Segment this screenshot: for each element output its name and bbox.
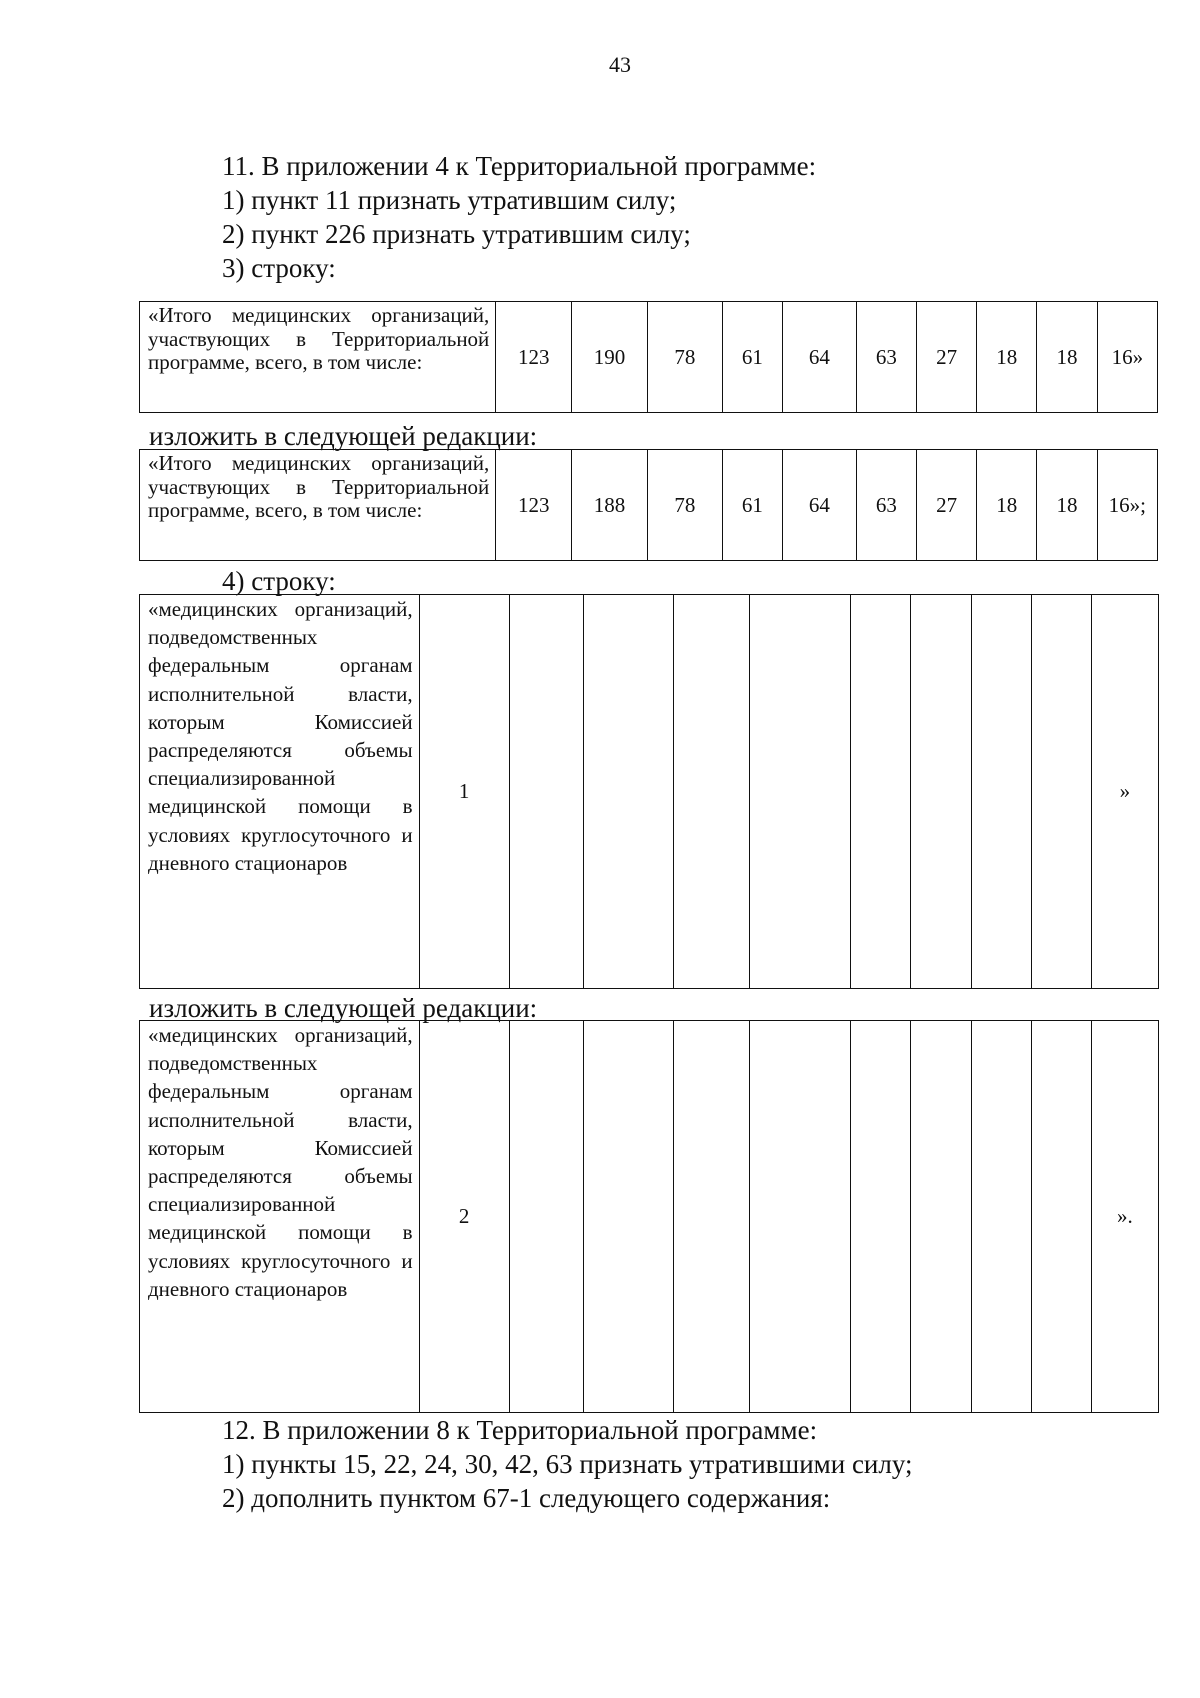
section-12-item-1: 1) пункты 15, 22, 24, 30, 42, 63 признать утратившими силу; bbox=[222, 1449, 913, 1479]
cell-value bbox=[674, 1021, 750, 1413]
cell-value: 27 bbox=[916, 302, 976, 413]
cell-value bbox=[971, 1021, 1031, 1413]
table-old-total-row bbox=[139, 301, 1158, 413]
cell-value: 78 bbox=[647, 450, 722, 561]
separator-text-2: изложить в следующей редакции: bbox=[149, 993, 538, 1023]
cell-value: 61 bbox=[722, 302, 782, 413]
cell-value: 63 bbox=[856, 302, 916, 413]
row-label: «Итого медицинских организаций, участвующих в Территориальной программе, всего, в том числе: bbox=[140, 450, 496, 561]
row-label: «медицинских организаций, подведомственных федеральным органам исполнительной власти, которым Комиссией распределяются объемы специализированной медицинской помощи в условиях круглосуточного и дневного стационаров bbox=[140, 595, 420, 989]
cell-value bbox=[1031, 595, 1091, 989]
cell-value bbox=[584, 1021, 674, 1413]
cell-value: 64 bbox=[782, 302, 856, 413]
cell-value: 2 bbox=[419, 1021, 509, 1413]
page-number: 43 bbox=[609, 52, 631, 77]
cell-value bbox=[911, 1021, 971, 1413]
table-row bbox=[140, 450, 1158, 561]
cell-value bbox=[971, 595, 1031, 989]
table-old-federal-row bbox=[139, 594, 1159, 989]
separator-text-1: изложить в следующей редакции: bbox=[149, 421, 538, 451]
cell-value: 78 bbox=[647, 302, 722, 413]
cell-value bbox=[584, 595, 674, 989]
cell-value bbox=[1031, 1021, 1091, 1413]
cell-value: 188 bbox=[572, 450, 648, 561]
section-11-heading: 11. В приложении 4 к Территориальной программе: bbox=[222, 151, 817, 181]
cell-value: ». bbox=[1091, 1021, 1158, 1413]
cell-value bbox=[749, 1021, 850, 1413]
table-row bbox=[140, 595, 1159, 989]
cell-value: 1 bbox=[419, 595, 509, 989]
cell-value bbox=[509, 595, 584, 989]
table-new-federal-row bbox=[139, 1020, 1159, 1413]
cell-value: 16» bbox=[1097, 302, 1157, 413]
cell-value: 190 bbox=[572, 302, 648, 413]
section-12-item-2: 2) дополнить пунктом 67-1 следующего содержания: bbox=[222, 1483, 831, 1513]
cell-value: 16»; bbox=[1097, 450, 1157, 561]
section-11-item-2: 2) пункт 226 признать утратившим силу; bbox=[222, 219, 691, 249]
table-new-total-row bbox=[139, 449, 1158, 561]
cell-value: 18 bbox=[1037, 450, 1097, 561]
cell-value: 63 bbox=[856, 450, 916, 561]
cell-value: 18 bbox=[977, 302, 1037, 413]
section-11-item-3: 3) строку: bbox=[222, 253, 336, 283]
cell-value bbox=[911, 595, 971, 989]
row-label: «Итого медицинских организаций, участвующих в Территориальной программе, всего, в том числе: bbox=[140, 302, 496, 413]
cell-value bbox=[851, 595, 911, 989]
table-row bbox=[140, 1021, 1159, 1413]
cell-value bbox=[509, 1021, 584, 1413]
cell-value: 27 bbox=[916, 450, 976, 561]
cell-value bbox=[851, 1021, 911, 1413]
cell-value: 18 bbox=[1037, 302, 1097, 413]
cell-value bbox=[674, 595, 750, 989]
cell-value bbox=[749, 595, 850, 989]
cell-value: 64 bbox=[782, 450, 856, 561]
cell-value: » bbox=[1091, 595, 1158, 989]
section-12-heading: 12. В приложении 8 к Территориальной программе: bbox=[222, 1415, 818, 1445]
table-row bbox=[140, 302, 1158, 413]
row-label: «медицинских организаций, подведомственных федеральным органам исполнительной власти, которым Комиссией распределяются объемы специализированной медицинской помощи в условиях круглосуточного и дневного стационаров bbox=[140, 1021, 420, 1413]
section-11-item-1: 1) пункт 11 признать утратившим силу; bbox=[222, 185, 677, 215]
cell-value: 18 bbox=[977, 450, 1037, 561]
cell-value: 123 bbox=[496, 302, 572, 413]
section-11-item-4: 4) строку: bbox=[222, 566, 336, 596]
cell-value: 61 bbox=[722, 450, 782, 561]
cell-value: 123 bbox=[496, 450, 572, 561]
